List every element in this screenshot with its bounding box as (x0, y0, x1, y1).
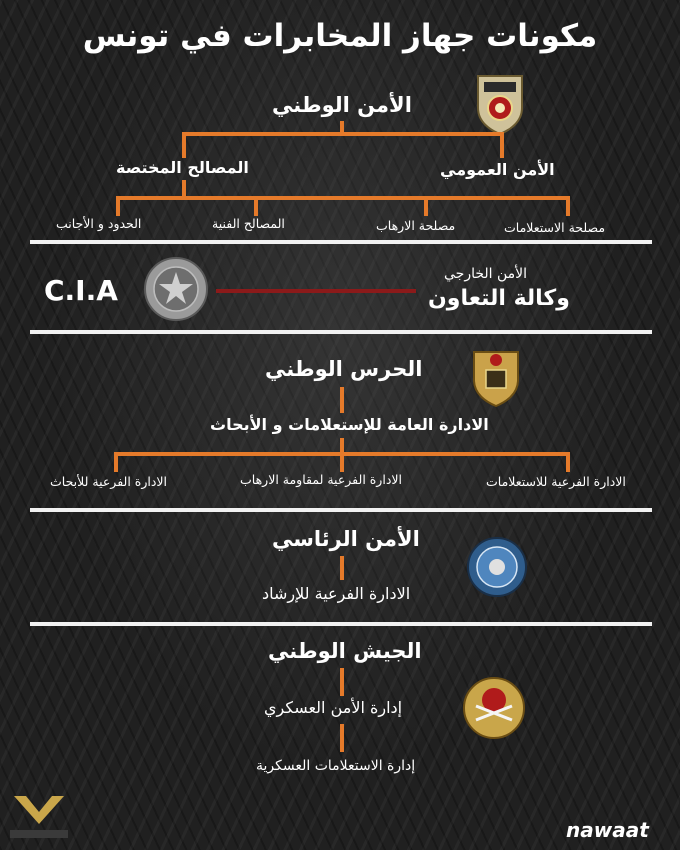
connector (116, 196, 570, 200)
page-title: مكونات جهاز المخابرات في تونس (82, 18, 598, 54)
connector (340, 668, 344, 696)
police-emblem-icon (472, 72, 528, 136)
separator (30, 622, 652, 626)
connector (340, 387, 344, 413)
nawaat-logo: nawaat (566, 818, 649, 842)
presidential-security-title: الأمن الرئاسي (272, 527, 420, 551)
connector (340, 724, 344, 752)
forum-logo-icon (6, 790, 72, 846)
national-security-title: الأمن الوطني (272, 93, 412, 117)
connector (424, 196, 428, 216)
national-guard-emblem-icon (466, 346, 526, 408)
separator (30, 240, 652, 244)
military-security-label: إدارة الأمن العسكري (264, 698, 403, 717)
national-army-title: الجيش الوطني (268, 639, 422, 663)
technical-services-label: المصالح الفنية (212, 216, 285, 231)
connector (116, 196, 120, 216)
connector (340, 452, 344, 472)
cia-label: C.I.A (44, 274, 118, 307)
military-intelligence-label: إدارة الاستعلامات العسكرية (256, 758, 416, 774)
intelligence-subdir-label: الادارة الفرعية للاستعلامات (486, 474, 626, 489)
cia-link-line (216, 289, 416, 293)
cia-seal-icon (143, 256, 209, 322)
terrorism-service-label: مصلحة الارهاب (376, 218, 456, 233)
guidance-subdir-label: الادارة الفرعية للإرشاد (262, 584, 411, 603)
external-security-label: الأمن الخارجي (444, 266, 528, 282)
connector (182, 132, 186, 158)
general-directorate-label: الادارة العامة للإستعلامات و الأبحاث (210, 415, 489, 434)
national-guard-title: الحرس الوطني (265, 357, 423, 381)
connector (182, 132, 504, 136)
connector (500, 132, 504, 158)
public-security-label: الأمن العمومي (440, 160, 555, 179)
connector (566, 452, 570, 472)
connector (114, 452, 118, 472)
connector (254, 196, 258, 216)
specialized-services-label: المصالح المختصة (116, 158, 249, 177)
connector (340, 556, 344, 580)
separator (30, 330, 652, 334)
research-subdir-label: الادارة الفرعية للأبحاث (50, 474, 167, 489)
counterterrorism-subdir-label: الادارة الفرعية لمقاومة الارهاب (240, 472, 402, 487)
connector (566, 196, 570, 216)
presidential-security-emblem-icon (466, 536, 528, 598)
intelligence-service-label: مصلحة الاستعلامات (504, 220, 606, 235)
separator (30, 508, 652, 512)
cooperation-agency-label: وكالة التعاون (428, 286, 570, 311)
army-emblem-icon (462, 676, 526, 740)
borders-label: الحدود و الأجانب (56, 216, 142, 231)
